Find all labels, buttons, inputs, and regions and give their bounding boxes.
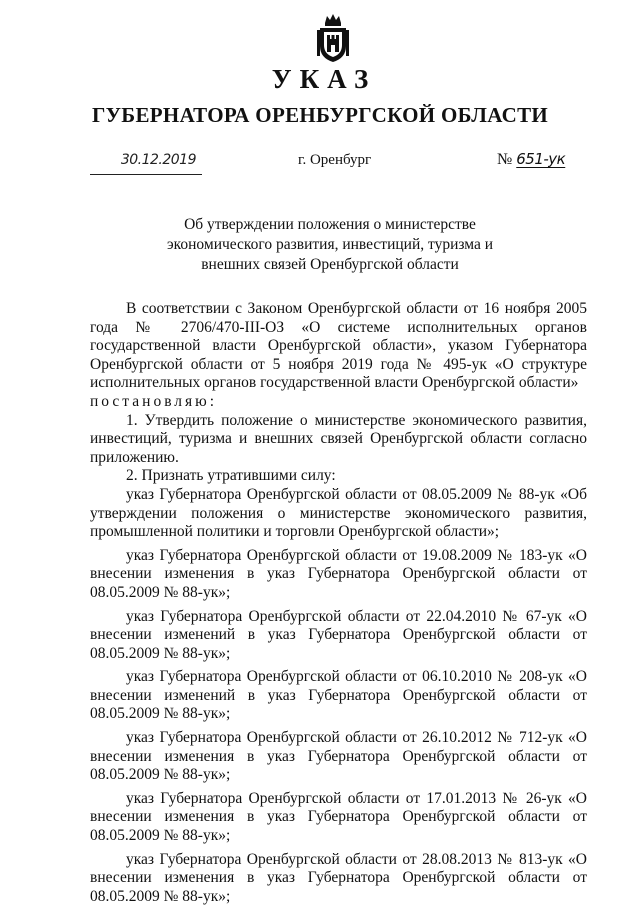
preamble-paragraph: В соответствии с Законом Оренбургской области от 16 ноября 2005 года № 2706/470-III-ОЗ «О системе исполнительных органов государственной власти Оренбургской области», указом Губернатора Оренбургской области от 5 ноября 2019 года № 495-ук «О структуре исполнительных органов государственной власти Оренбургской области» [90, 300, 587, 392]
item-2-paragraph: 2. Признать утратившими силу: [126, 467, 336, 485]
document-type-title: УКАЗ [271, 64, 377, 94]
number-prefix: № [497, 151, 513, 168]
repealed-decree-item: указ Губернатора Оренбургской области от 28.08.2013 № 813-ук «О внесении изменения в указ Губернатора Оренбургской области от 08.05.2009 № 88-ук»; [90, 850, 587, 905]
repealed-decree-item: указ Губернатора Оренбургской области от 19.08.2009 № 183-ук «О внесении изменения в указ Губернатора Оренбургской области от 08.05.2009 № 88-ук»; [90, 546, 587, 601]
handwritten-date: 30.12.2019 [120, 152, 196, 168]
subject-line: внешних связей Оренбургской области [201, 256, 459, 273]
orenburg-coat-of-arms-icon [316, 12, 350, 64]
issuer-title: ГУБЕРНАТОРА ОРЕНБУРГСКОЙ ОБЛАСТИ [91, 103, 549, 127]
repealed-decree-item: указ Губернатора Оренбургской области от 26.10.2012 № 712-ук «О внесении изменения в указ Губернатора Оренбургской области от 08.05.2009 № 88-ук»; [90, 729, 587, 784]
repealed-decree-item: указ Губернатора Оренбургской области от 06.10.2010 № 208-ук «О внесении изменений в указ Губернатора Оренбургской области от 08.05.2009 № 88-ук»; [90, 668, 587, 723]
decree-body [90, 300, 587, 906]
item-1-paragraph: 1. Утвердить положение о министерстве экономического развития, инвестиций, туризма и внешних связей Оренбургской области согласно приложению. [90, 411, 587, 466]
city-label: г. Оренбург [298, 152, 372, 168]
decree-number [497, 150, 565, 169]
decree-subject [140, 215, 520, 275]
repealed-decree-item: указ Губернатора Оренбургской области от 08.05.2009 № 88-ук «Об утверждении положения о министерстве экономического развития, промышленной политики и торговли Оренбургской области»; [90, 485, 587, 541]
decree-word: постановляю: [90, 392, 218, 410]
repealed-decree-item: указ Губернатора Оренбургской области от 17.01.2013 № 26-ук «О внесении изменения в указ Губернатора Оренбургской области от 08.05.2009 № 88-ук»; [90, 789, 587, 845]
subject-line: экономического развития, инвестиций, туризма и [166, 236, 494, 253]
repealed-decree-item: указ Губернатора Оренбургской области от 22.04.2010 № 67-ук «О внесении изменений в указ Губернатора Оренбургской области от 08.05.2009 № 88-ук»; [90, 607, 587, 662]
date-field [90, 154, 202, 175]
subject-line: Об утверждении положения о министерстве [184, 216, 476, 233]
handwritten-number: 651-ук [516, 150, 566, 168]
